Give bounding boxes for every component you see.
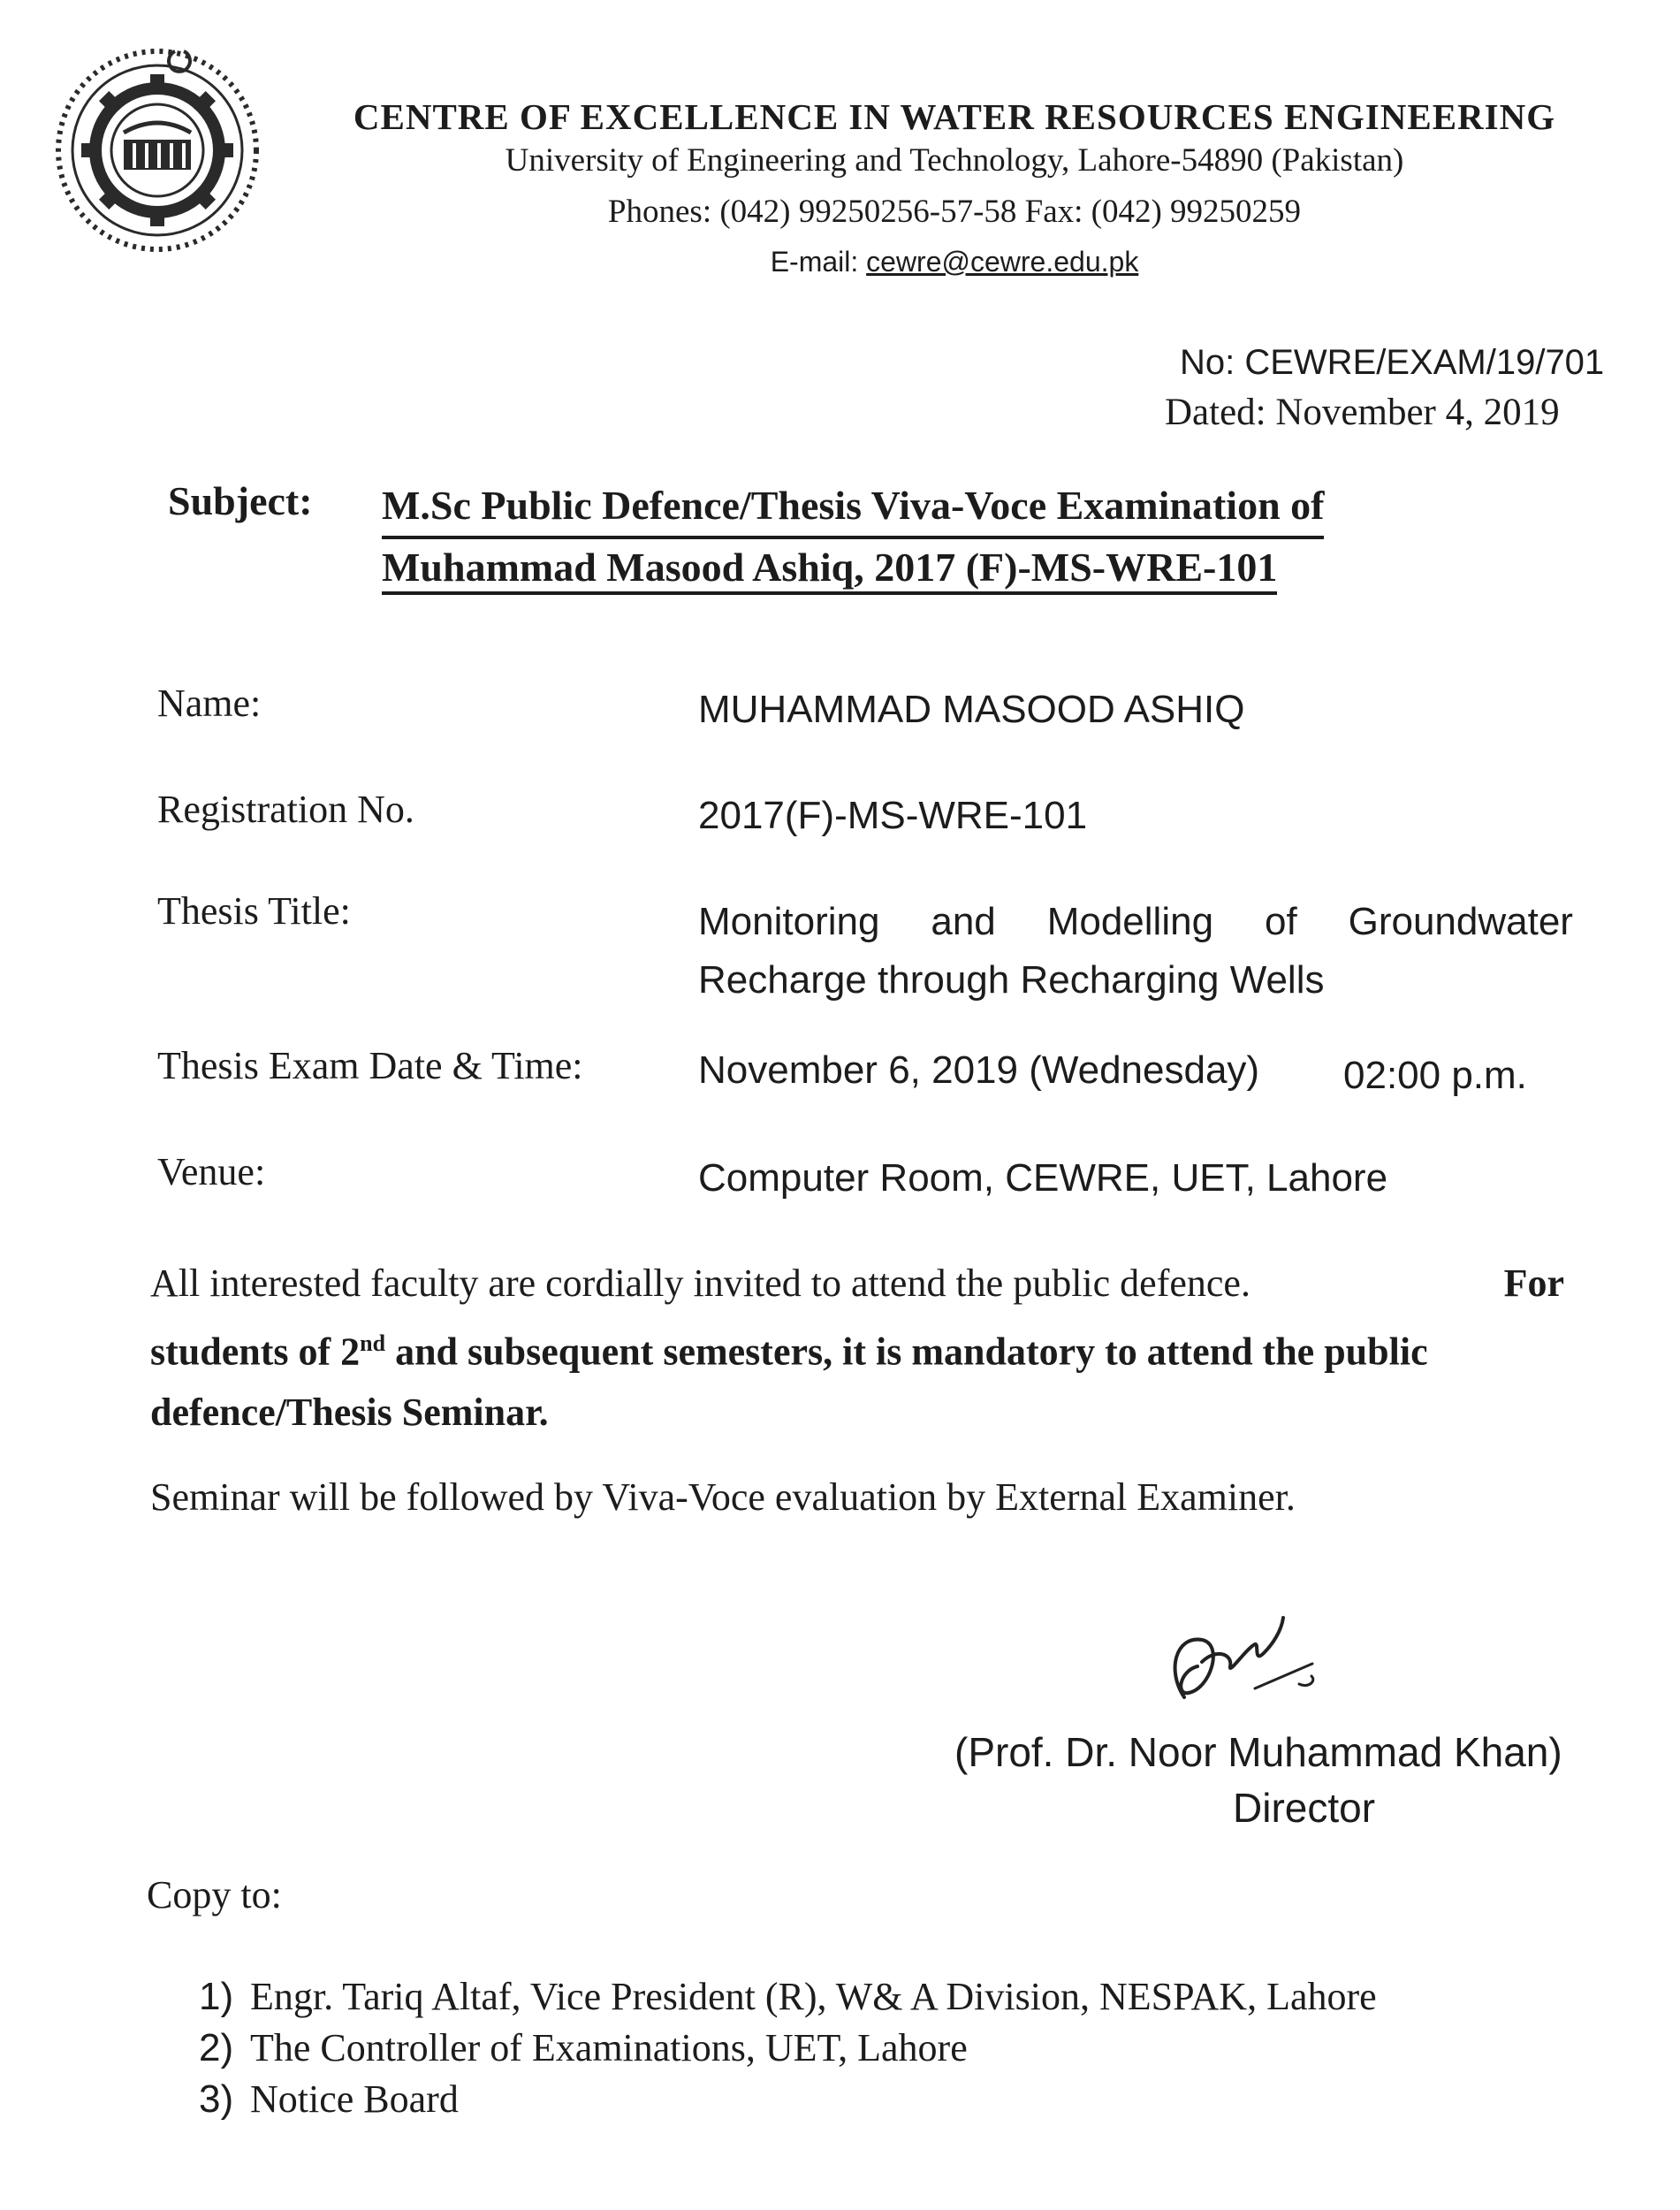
thesis-title-line-2: Recharge through Recharging Wells [698, 958, 1325, 1002]
subject-line-2: Muhammad Masood Ashiq, 2017 (F)-MS-WRE-101 [382, 545, 1277, 595]
list-item [199, 1971, 1377, 2023]
evaluation-note: Seminar will be followed by Viva-Voce evaluation by External Examiner. [150, 1475, 1296, 1519]
invitation-text: All interested faculty are cordially invited to attend the public defence. [150, 1261, 1250, 1305]
list-item-text: The Controller of Examinations, UET, Lahore [250, 2026, 968, 2069]
signatory-title: Director [1233, 1785, 1376, 1831]
copy-to-list [199, 1971, 1377, 2125]
mandatory-note-students: students of 2 [150, 1330, 361, 1374]
reference-number: No: CEWRE/EXAM/19/701 [1180, 343, 1605, 382]
university-address: University of Engineering and Technology, Lahore-54890 (Pakistan) [505, 142, 1404, 179]
registration-value: 2017(F)-MS-WRE-101 [698, 794, 1088, 837]
list-item [199, 2074, 1377, 2125]
exam-date-value: November 6, 2019 (Wednesday) [698, 1048, 1260, 1092]
email-link[interactable]: cewre@cewre.edu.pk [866, 246, 1139, 278]
thesis-title-word: Monitoring [698, 900, 880, 943]
thesis-title-word: and [931, 900, 996, 943]
thesis-title-word: of [1264, 900, 1297, 943]
copy-to-label: Copy to: [147, 1873, 282, 1917]
institution-name: CENTRE OF EXCELLENCE IN WATER RESOURCES ENGINEERING [353, 96, 1556, 137]
mandatory-note-start: For [1503, 1261, 1564, 1305]
signatory-name: (Prof. Dr. Noor Muhammad Khan) [954, 1729, 1562, 1775]
director-signature [1149, 1600, 1343, 1741]
list-item [199, 2023, 1377, 2074]
list-item-number: 1) [199, 1975, 234, 2018]
list-item-number: 3) [199, 2077, 234, 2121]
thesis-title-word: Groundwater [1348, 900, 1573, 943]
reference-date: Dated: November 4, 2019 [1165, 392, 1560, 433]
thesis-title-value [698, 893, 1573, 1010]
institution-logo [42, 35, 272, 256]
invitation-paragraph [150, 1254, 1564, 1443]
name-value: MUHAMMAD MASOOD ASHIQ [698, 688, 1245, 731]
subject-text [382, 477, 1324, 596]
list-item-text: Notice Board [250, 2077, 459, 2121]
thesis-title-word: Modelling [1046, 900, 1214, 943]
exam-date-label: Thesis Exam Date & Time: [157, 1044, 583, 1087]
subject-line-1: M.Sc Public Defence/Thesis Viva-Voce Examination of [382, 477, 1324, 539]
email-label: E-mail: [770, 246, 859, 278]
registration-label: Registration No. [157, 788, 414, 831]
list-item-text: Engr. Tariq Altaf, Vice President (R), W& A Division, NESPAK, Lahore [250, 1975, 1377, 2018]
list-item-number: 2) [199, 2026, 234, 2069]
exam-time-value: 02:00 p.m. [1343, 1054, 1527, 1097]
mandatory-note-end: defence/Thesis Seminar. [150, 1390, 549, 1434]
thesis-title-label: Thesis Title: [157, 889, 351, 933]
mandatory-note-text: and subsequent semesters, it is mandatory to attend the public [395, 1330, 1428, 1374]
venue-value: Computer Room, CEWRE, UET, Lahore [698, 1156, 1388, 1200]
venue-label: Venue: [157, 1150, 266, 1193]
ordinal-suffix: nd [360, 1330, 386, 1356]
contact-email-line [292, 246, 1617, 278]
name-label: Name: [157, 682, 262, 725]
subject-label: Subject: [168, 478, 313, 523]
contact-phones: Phones: (042) 99250256-57-58 Fax: (042) 99250259 [607, 194, 1302, 230]
